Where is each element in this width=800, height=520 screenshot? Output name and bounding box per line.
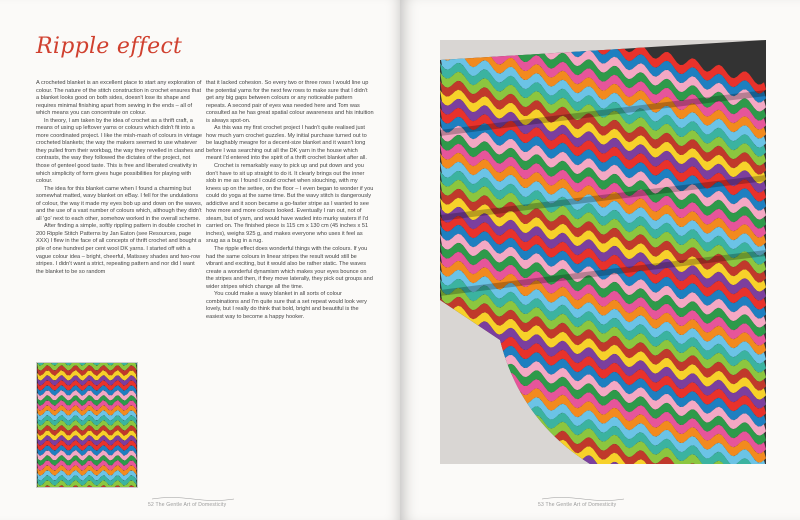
paragraph: A crocheted blanket is an excellent place to start any exploration of colour. The nature of the stitch construction in crochet ensures that a blanket looks good on both sides, doesn't lose its shape and requires minimal finishing apart from sewing in the ends – all of which means you can concentrate on colour. — [36, 80, 202, 117]
page-footer-right: 53 The Gentle Art of Domesticity — [538, 502, 617, 508]
blanket-thumbnail-image — [36, 362, 138, 488]
paragraph: The ripple effect does wonderful things with the colours. If you had the same colours in linear stripes the result would still be vibrant and exciting, but it would also be rather static. The waves create a wonderful dynamism which makes your eyes bounce on the stripes and then, if they move laterally, they pick out groups and wider stripes which change all the time. — [206, 246, 373, 290]
page-footer-left: 52 The Gentle Art of Domesticity — [148, 502, 227, 508]
page-title: Ripple effect — [36, 34, 183, 59]
paragraph: In theory, I am taken by the idea of crochet as a thrift craft, a means of using up leftover yarns or colours which didn't fit into a more coordinated project. I like the mish-mash of colours in vintage crocheted blankets; the way the makers seemed to use whatever they pulled from their workbag, the way they revelled in clashes and contrasts, the way they followed the dictates of the project, not those of genteel good taste. This is free and liberated creativity in which simplicity of form gives huge possibilities for playing with colour. — [36, 117, 204, 185]
paragraph: You could make a wavy blanket in all sorts of colour combinations and I'm quite sure that a set repeat would look very lovely, but I really do think that bold, bright and beautiful is the easiest way to become a happy hooker. — [206, 291, 367, 320]
paragraph: Crochet is remarkably easy to pick up and put down and you don't have to sit up straight to do it. It clearly brings out the inner slob in me as I found I could crochet when slouching, with my knees up on the settee, on the floor – I even began to wonder if you could do yoga at the same time. But the wavy stitch is dangerously addictive and it soon became a go-faster stripe as I wanted to see how more and more colours looked. Eventually I ran out, not of steam, but of yarn, and would have waded into murky waters if I'd carried on. The finished piece is 115 cm x 130 cm (45 inches x 51 inches), weighs 925 g, and makes everyone who uses it feel as snug as a bug in a rug. — [206, 163, 374, 245]
text-column-1 — [36, 80, 204, 276]
paragraph: After finding a simple, softly rippling pattern in double crochet in 200 Ripple Stitch Patterns by Jan Eaton (see Resources, page XXX) I flew in the face of all concepts of thrift crochet and bought a pile of one hundred per cent wool DK yarns. I started off with a vague colour idea – bright, cheerful, Matissey shades and two-row stripes. I didn't want a strict, repeating pattern and nor did I want the blanket to be so random — [36, 223, 202, 275]
paragraph: that it lacked cohesion. So every two or three rows I would line up the potential yarns for the next few rows to make sure that I didn't get any big gaps between colours or any noticeable pattern repeats. A second pair of eyes was needed here and Tom was consulted as he has great spatial colour awareness and his intuition is always spot-on. — [206, 80, 374, 124]
text-column-2 — [206, 80, 374, 322]
paragraph: As this was my first crochet project I hadn't quite realised just how much yarn crochet guzzles. My initial purchase turned out to be laughably meagre for a decent-size blanket and it wasn't long before I was searching out all the DK yarn in the house which meant I'd entered into the spirit of a thrift crochet blanket after all. — [206, 125, 367, 162]
ripple-blanket-photo — [440, 40, 766, 464]
paragraph: The idea for this blanket came when I found a charming but somewhat matted, wavy blanket on eBay. I fell for the undulations of colour, the way it made my eyes bob up and down on the waves, and the use of a vast number of colours which, although they didn't all 'go' next to each other, somehow worked in the overall scheme. — [36, 185, 203, 222]
